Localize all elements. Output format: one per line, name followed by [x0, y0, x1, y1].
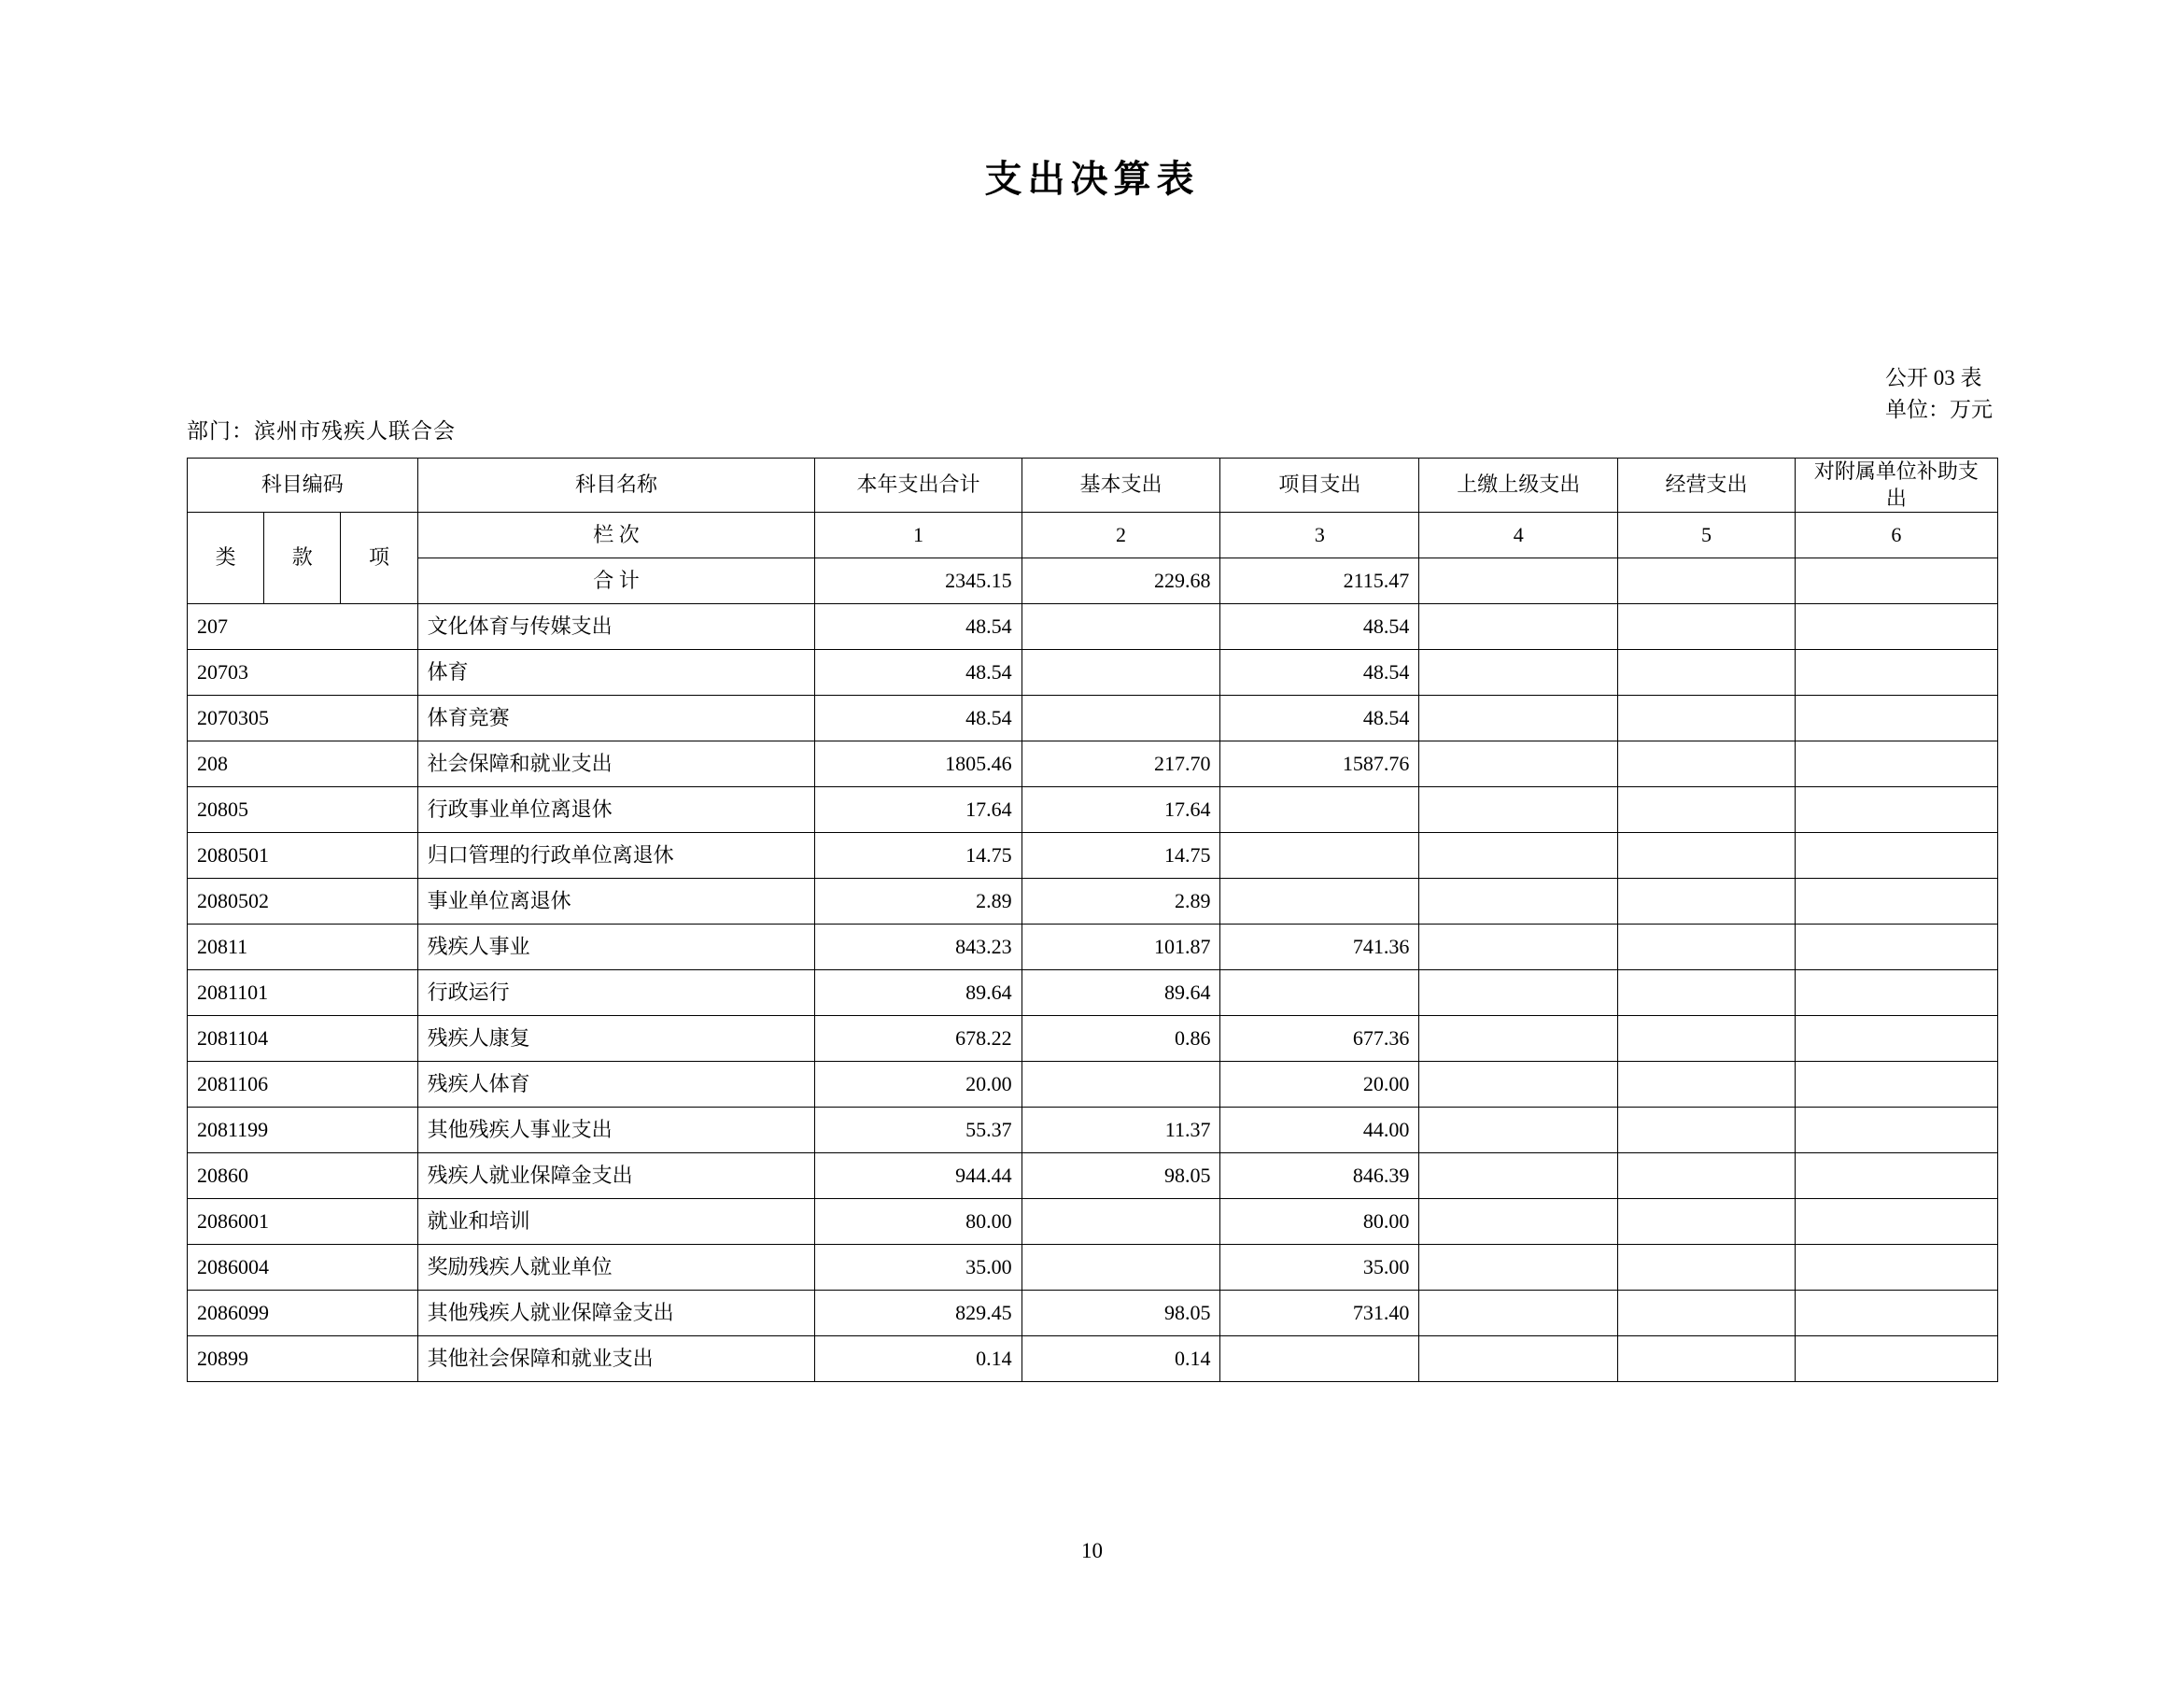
cell-subject-code: 20899: [188, 1336, 418, 1382]
cell-value-6: [1795, 650, 1997, 696]
cell-value-5: [1618, 1153, 1796, 1199]
table-row: [188, 650, 1998, 696]
cell-value-5: [1618, 833, 1796, 879]
cell-subject-name: 事业单位离退休: [417, 879, 815, 925]
col-header-subject-code: 科目编码: [188, 459, 418, 513]
cell-value-3: 677.36: [1220, 1016, 1419, 1062]
cell-value-5: [1618, 1336, 1796, 1382]
cell-value-3: 846.39: [1220, 1153, 1419, 1199]
cell-value-3: 44.00: [1220, 1108, 1419, 1153]
cell-value-2: [1022, 1245, 1220, 1291]
cell-value-4: [1419, 650, 1618, 696]
cell-value-1: 829.45: [815, 1291, 1022, 1336]
col-num-5: 5: [1618, 513, 1796, 558]
cell-value-6: [1795, 879, 1997, 925]
cell-subject-name: 奖励残疾人就业单位: [417, 1245, 815, 1291]
cell-value-5: [1618, 696, 1796, 741]
table-row: [188, 787, 1998, 833]
table-row: [188, 741, 1998, 787]
cell-value-5: [1618, 650, 1796, 696]
cell-subject-name: 体育: [417, 650, 815, 696]
cell-subject-code: 20860: [188, 1153, 418, 1199]
table-row: [188, 833, 1998, 879]
row-total-v4: [1419, 558, 1618, 604]
col-header-subject-name: 科目名称: [417, 459, 815, 513]
cell-subject-name: 归口管理的行政单位离退休: [417, 833, 815, 879]
cell-value-6: [1795, 1199, 1997, 1245]
cell-value-5: [1618, 1062, 1796, 1108]
cell-value-1: 80.00: [815, 1199, 1022, 1245]
cell-value-4: [1419, 1062, 1618, 1108]
row-name-total: 合 计: [417, 558, 815, 604]
table-row: [188, 1291, 1998, 1336]
cell-value-1: 843.23: [815, 925, 1022, 970]
table-row: [188, 558, 1998, 604]
cell-value-2: 98.05: [1022, 1153, 1220, 1199]
col-num-2: 2: [1022, 513, 1220, 558]
cell-value-3: [1220, 833, 1419, 879]
cell-value-6: [1795, 787, 1997, 833]
header-row-1: [188, 459, 1998, 513]
cell-value-3: [1220, 1336, 1419, 1382]
col-num-3: 3: [1220, 513, 1419, 558]
cell-value-5: [1618, 1291, 1796, 1336]
cell-subject-name: 残疾人就业保障金支出: [417, 1153, 815, 1199]
row-total-v3: 2115.47: [1220, 558, 1419, 604]
expenditure-table: [187, 458, 1998, 1382]
table-row: [188, 604, 1998, 650]
cell-value-2: 14.75: [1022, 833, 1220, 879]
cell-value-6: [1795, 925, 1997, 970]
cell-value-2: [1022, 696, 1220, 741]
row-total-v2: 229.68: [1022, 558, 1220, 604]
cell-value-3: 20.00: [1220, 1062, 1419, 1108]
cell-value-1: 48.54: [815, 696, 1022, 741]
table-row: [188, 879, 1998, 925]
cell-subject-name: 就业和培训: [417, 1199, 815, 1245]
cell-subject-name: 其他残疾人事业支出: [417, 1108, 815, 1153]
cell-subject-code: 2070305: [188, 696, 418, 741]
cell-value-3: [1220, 787, 1419, 833]
cell-value-2: 11.37: [1022, 1108, 1220, 1153]
cell-value-6: [1795, 1016, 1997, 1062]
cell-value-1: 20.00: [815, 1062, 1022, 1108]
cell-subject-name: 残疾人事业: [417, 925, 815, 970]
cell-subject-code: 207: [188, 604, 418, 650]
cell-subject-code: 208: [188, 741, 418, 787]
cell-subject-name: 文化体育与传媒支出: [417, 604, 815, 650]
cell-value-4: [1419, 1245, 1618, 1291]
cell-subject-code: 2086004: [188, 1245, 418, 1291]
cell-subject-name: 行政运行: [417, 970, 815, 1016]
cell-value-4: [1419, 1291, 1618, 1336]
cell-value-5: [1618, 925, 1796, 970]
cell-subject-name: 其他残疾人就业保障金支出: [417, 1291, 815, 1336]
row-label-columns: 栏 次: [417, 513, 815, 558]
cell-value-4: [1419, 879, 1618, 925]
cell-value-5: [1618, 1245, 1796, 1291]
cell-value-1: 2.89: [815, 879, 1022, 925]
row-total-v1: 2345.15: [815, 558, 1022, 604]
table-row: [188, 1062, 1998, 1108]
col-header-remit-upper: 上缴上级支出: [1419, 459, 1618, 513]
cell-value-6: [1795, 1245, 1997, 1291]
table-row: [188, 970, 1998, 1016]
cell-value-2: [1022, 1062, 1220, 1108]
cell-value-4: [1419, 604, 1618, 650]
cell-value-6: [1795, 604, 1997, 650]
col-header-basic: 基本支出: [1022, 459, 1220, 513]
table-row: [188, 1153, 1998, 1199]
cell-value-2: 98.05: [1022, 1291, 1220, 1336]
cell-value-5: [1618, 1108, 1796, 1153]
cell-value-6: [1795, 741, 1997, 787]
cell-subject-code: 2081106: [188, 1062, 418, 1108]
header-row-2: [188, 513, 1998, 558]
cell-value-1: 17.64: [815, 787, 1022, 833]
cell-subject-code: 2081199: [188, 1108, 418, 1153]
cell-value-5: [1618, 604, 1796, 650]
cell-value-6: [1795, 1108, 1997, 1153]
col-header-project: 项目支出: [1220, 459, 1419, 513]
table-row: [188, 696, 1998, 741]
cell-value-6: [1795, 696, 1997, 741]
cell-value-4: [1419, 787, 1618, 833]
cell-value-2: 17.64: [1022, 787, 1220, 833]
cell-value-2: 0.14: [1022, 1336, 1220, 1382]
cell-value-3: 48.54: [1220, 696, 1419, 741]
cell-value-1: 1805.46: [815, 741, 1022, 787]
cell-subject-code: 2086001: [188, 1199, 418, 1245]
cell-value-3: 80.00: [1220, 1199, 1419, 1245]
cell-value-3: 741.36: [1220, 925, 1419, 970]
cell-value-1: 48.54: [815, 650, 1022, 696]
cell-value-5: [1618, 879, 1796, 925]
col-num-4: 4: [1419, 513, 1618, 558]
cell-value-1: 944.44: [815, 1153, 1022, 1199]
col-header-item: 项: [341, 513, 417, 604]
col-num-1: 1: [815, 513, 1022, 558]
cell-subject-code: 2086099: [188, 1291, 418, 1336]
cell-value-1: 89.64: [815, 970, 1022, 1016]
cell-value-1: 0.14: [815, 1336, 1022, 1382]
cell-value-2: 2.89: [1022, 879, 1220, 925]
table-row: [188, 1336, 1998, 1382]
document-page: [0, 149, 2184, 1694]
col-header-operating: 经营支出: [1618, 459, 1796, 513]
unit-note: 单位：万元: [1885, 398, 1993, 421]
col-header-section: 款: [264, 513, 341, 604]
row-total-v5: [1618, 558, 1796, 604]
cell-value-2: [1022, 650, 1220, 696]
cell-value-5: [1618, 970, 1796, 1016]
cell-value-4: [1419, 1336, 1618, 1382]
cell-value-6: [1795, 833, 1997, 879]
cell-value-3: 48.54: [1220, 604, 1419, 650]
cell-value-3: 731.40: [1220, 1291, 1419, 1336]
cell-subject-name: 残疾人康复: [417, 1016, 815, 1062]
table-row: [188, 1108, 1998, 1153]
cell-value-5: [1618, 1016, 1796, 1062]
cell-value-2: 89.64: [1022, 970, 1220, 1016]
cell-value-6: [1795, 1153, 1997, 1199]
cell-value-4: [1419, 1108, 1618, 1153]
cell-subject-name: 残疾人体育: [417, 1062, 815, 1108]
cell-value-1: 55.37: [815, 1108, 1022, 1153]
cell-value-6: [1795, 1291, 1997, 1336]
cell-subject-code: 2080501: [188, 833, 418, 879]
cell-value-5: [1618, 787, 1796, 833]
cell-subject-code: 20811: [188, 925, 418, 970]
cell-value-6: [1795, 970, 1997, 1016]
cell-subject-code: 2081104: [188, 1016, 418, 1062]
page-title: 支出决算表: [984, 158, 1200, 200]
cell-value-2: [1022, 1199, 1220, 1245]
cell-value-4: [1419, 833, 1618, 879]
cell-value-3: [1220, 970, 1419, 1016]
cell-value-2: [1022, 604, 1220, 650]
cell-subject-code: 2081101: [188, 970, 418, 1016]
cell-value-4: [1419, 1199, 1618, 1245]
col-header-class: 类: [188, 513, 264, 604]
cell-value-6: [1795, 1062, 1997, 1108]
table-row: [188, 1245, 1998, 1291]
cell-value-3: 35.00: [1220, 1245, 1419, 1291]
cell-subject-name: 社会保障和就业支出: [417, 741, 815, 787]
cell-subject-code: 20805: [188, 787, 418, 833]
cell-value-5: [1618, 741, 1796, 787]
page-number: 10: [1081, 1539, 1103, 1562]
cell-subject-name: 其他社会保障和就业支出: [417, 1336, 815, 1382]
cell-subject-code: 2080502: [188, 879, 418, 925]
table-row: [188, 1016, 1998, 1062]
cell-value-4: [1419, 1016, 1618, 1062]
col-header-subsidy: 对附属单位补助支出: [1795, 459, 1997, 513]
cell-value-4: [1419, 970, 1618, 1016]
cell-value-3: 48.54: [1220, 650, 1419, 696]
cell-value-3: 1587.76: [1220, 741, 1419, 787]
cell-value-4: [1419, 741, 1618, 787]
form-code: 公开 03 表: [1885, 366, 1982, 389]
table-row: [188, 925, 1998, 970]
cell-subject-name: 体育竞赛: [417, 696, 815, 741]
cell-value-1: 48.54: [815, 604, 1022, 650]
cell-value-3: [1220, 879, 1419, 925]
cell-subject-name: 行政事业单位离退休: [417, 787, 815, 833]
cell-value-6: [1795, 1336, 1997, 1382]
cell-value-5: [1618, 1199, 1796, 1245]
department-line: 部门：滨州市残疾人联合会: [187, 419, 456, 443]
cell-value-4: [1419, 696, 1618, 741]
cell-value-2: 0.86: [1022, 1016, 1220, 1062]
cell-value-1: 678.22: [815, 1016, 1022, 1062]
table-row: [188, 1199, 1998, 1245]
cell-value-1: 14.75: [815, 833, 1022, 879]
cell-value-2: 217.70: [1022, 741, 1220, 787]
cell-value-4: [1419, 1153, 1618, 1199]
table-body: [188, 459, 1998, 1382]
row-total-v6: [1795, 558, 1997, 604]
form-meta: [1885, 362, 1993, 426]
col-num-6: 6: [1795, 513, 1997, 558]
cell-value-4: [1419, 925, 1618, 970]
cell-subject-code: 20703: [188, 650, 418, 696]
col-header-total-year: 本年支出合计: [815, 459, 1022, 513]
cell-value-1: 35.00: [815, 1245, 1022, 1291]
cell-value-2: 101.87: [1022, 925, 1220, 970]
